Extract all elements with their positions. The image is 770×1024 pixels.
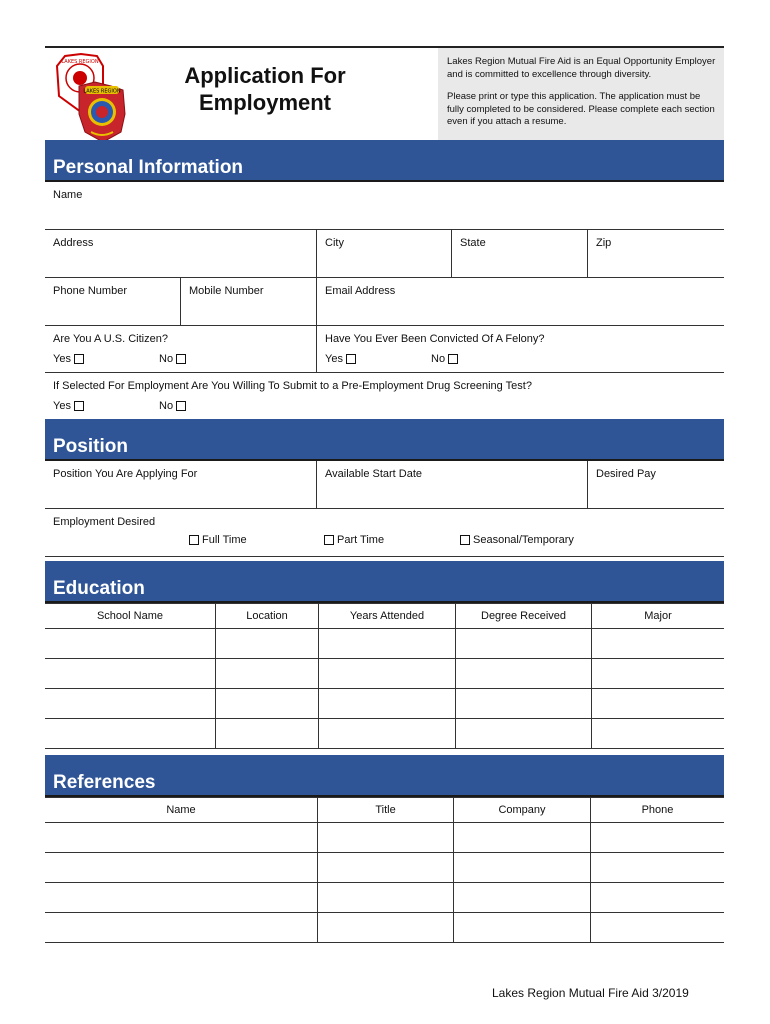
felony-label: Have You Ever Been Convicted Of A Felony? bbox=[325, 333, 545, 345]
city-label: City bbox=[325, 237, 344, 249]
felony-yes-checkbox[interactable] bbox=[346, 354, 356, 364]
no-label: No bbox=[159, 353, 174, 365]
employment-desired bbox=[45, 509, 724, 556]
citizen-no-checkbox[interactable] bbox=[176, 354, 186, 364]
eeo-notice bbox=[438, 48, 724, 140]
citizen-no-option[interactable] bbox=[159, 353, 265, 365]
education-table bbox=[45, 603, 724, 749]
employment-desired-label: Employment Desired bbox=[53, 516, 156, 528]
phone-label: Phone Number bbox=[53, 285, 127, 297]
table-cell[interactable] bbox=[45, 629, 216, 659]
drug-test-question bbox=[45, 373, 724, 419]
table-cell[interactable] bbox=[318, 883, 454, 913]
table-cell[interactable] bbox=[319, 629, 456, 659]
drug-yes-option[interactable] bbox=[53, 400, 159, 412]
page-title bbox=[165, 62, 365, 116]
city-field[interactable] bbox=[316, 230, 451, 277]
table-cell[interactable] bbox=[592, 689, 725, 719]
column-company: Company bbox=[454, 798, 591, 823]
table-cell[interactable] bbox=[45, 913, 318, 943]
table-header-row bbox=[45, 798, 724, 823]
column-school-name: School Name bbox=[45, 604, 216, 629]
position-row bbox=[45, 461, 724, 509]
column-years-attended: Years Attended bbox=[319, 604, 456, 629]
table-cell[interactable] bbox=[592, 719, 725, 749]
mobile-field[interactable] bbox=[180, 278, 316, 325]
table-cell[interactable] bbox=[216, 659, 319, 689]
seasonal-checkbox[interactable] bbox=[460, 535, 470, 545]
drug-test-label: If Selected For Employment Are You Willing To Submit to a Pre-Employment Drug Screening Test? bbox=[53, 380, 532, 392]
felony-yes-option[interactable] bbox=[325, 353, 431, 365]
phone-field[interactable] bbox=[45, 278, 180, 325]
section-education bbox=[45, 561, 724, 603]
table-cell[interactable] bbox=[591, 883, 725, 913]
zip-field[interactable] bbox=[587, 230, 724, 277]
column-title: Title bbox=[318, 798, 454, 823]
employment-desired-row bbox=[45, 509, 724, 557]
seasonal-option[interactable] bbox=[460, 534, 574, 546]
drug-no-checkbox[interactable] bbox=[176, 401, 186, 411]
table-cell[interactable] bbox=[456, 659, 592, 689]
red-patch-logo bbox=[79, 82, 125, 142]
table-row bbox=[45, 629, 724, 659]
section-heading: Personal Information bbox=[53, 157, 244, 178]
notice-equal-opportunity: Lakes Region Mutual Fire Aid is an Equal Opportunity Employer and is committed to excellence through diversity. bbox=[447, 56, 716, 80]
table-cell[interactable] bbox=[592, 659, 725, 689]
application-form bbox=[45, 46, 724, 943]
seasonal-label: Seasonal/Temporary bbox=[473, 534, 574, 546]
table-cell[interactable] bbox=[216, 719, 319, 749]
fire-aid-logos bbox=[51, 52, 131, 142]
address-label: Address bbox=[53, 237, 94, 249]
no-label: No bbox=[431, 353, 446, 365]
table-cell[interactable] bbox=[592, 629, 725, 659]
table-cell[interactable] bbox=[591, 823, 725, 853]
desired-pay-field[interactable] bbox=[587, 461, 724, 508]
section-heading: Position bbox=[53, 436, 128, 457]
no-label: No bbox=[159, 400, 174, 412]
table-cell[interactable] bbox=[591, 853, 725, 883]
table-row bbox=[45, 913, 724, 943]
felony-question bbox=[316, 326, 724, 372]
start-date-field[interactable] bbox=[316, 461, 587, 508]
address-row bbox=[45, 230, 724, 278]
table-row bbox=[45, 659, 724, 689]
drug-yes-checkbox[interactable] bbox=[74, 401, 84, 411]
desired-pay-label: Desired Pay bbox=[596, 468, 656, 480]
section-position bbox=[45, 419, 724, 461]
svg-text:LAKES REGION: LAKES REGION bbox=[61, 59, 99, 65]
table-cell[interactable] bbox=[45, 823, 318, 853]
column-major: Major bbox=[592, 604, 725, 629]
yes-label: Yes bbox=[53, 353, 71, 365]
table-row bbox=[45, 823, 724, 853]
table-cell[interactable] bbox=[318, 853, 454, 883]
state-field[interactable] bbox=[451, 230, 587, 277]
name-field[interactable] bbox=[45, 182, 724, 229]
table-cell[interactable] bbox=[454, 883, 591, 913]
state-label: State bbox=[460, 237, 486, 249]
full-time-option[interactable] bbox=[189, 534, 247, 546]
notice-instructions: Please print or type this application. The application must be fully completed to be considered. Please complete each section even if you attach a resume. bbox=[447, 91, 715, 127]
table-row bbox=[45, 883, 724, 913]
citizen-question bbox=[45, 326, 316, 372]
table-cell[interactable] bbox=[318, 823, 454, 853]
table-cell[interactable] bbox=[454, 823, 591, 853]
table-cell[interactable] bbox=[45, 689, 216, 719]
table-cell[interactable] bbox=[319, 689, 456, 719]
column-location: Location bbox=[216, 604, 319, 629]
table-cell[interactable] bbox=[319, 719, 456, 749]
part-time-option[interactable] bbox=[324, 534, 384, 546]
citizen-yes-option[interactable] bbox=[53, 353, 159, 365]
position-label: Position You Are Applying For bbox=[53, 468, 198, 480]
table-cell[interactable] bbox=[456, 689, 592, 719]
table-row bbox=[45, 689, 724, 719]
citizen-yes-checkbox[interactable] bbox=[74, 354, 84, 364]
table-cell[interactable] bbox=[45, 853, 318, 883]
table-cell[interactable] bbox=[319, 659, 456, 689]
name-row bbox=[45, 182, 724, 230]
drug-test-row bbox=[45, 373, 724, 419]
table-cell[interactable] bbox=[456, 629, 592, 659]
form-header bbox=[45, 46, 724, 140]
table-header-row bbox=[45, 604, 724, 629]
part-time-label: Part Time bbox=[337, 534, 385, 546]
start-date-label: Available Start Date bbox=[325, 468, 423, 480]
phone-row bbox=[45, 278, 724, 326]
column-name: Name bbox=[45, 798, 318, 823]
column-phone: Phone bbox=[591, 798, 725, 823]
table-cell[interactable] bbox=[318, 913, 454, 943]
part-time-checkbox[interactable] bbox=[324, 535, 334, 545]
table-cell[interactable] bbox=[456, 719, 592, 749]
table-cell[interactable] bbox=[454, 853, 591, 883]
title-line-2: Employment bbox=[198, 90, 332, 115]
footer-text: Lakes Region Mutual Fire Aid 3/2019 bbox=[492, 986, 689, 1000]
svg-text:LAKES REGION: LAKES REGION bbox=[83, 88, 121, 95]
section-personal-information bbox=[45, 140, 724, 182]
zip-label: Zip bbox=[596, 237, 612, 249]
citizen-label: Are You A U.S. Citizen? bbox=[53, 333, 168, 345]
email-field[interactable] bbox=[316, 278, 724, 325]
felony-no-checkbox[interactable] bbox=[448, 354, 458, 364]
table-row bbox=[45, 853, 724, 883]
citizen-felony-row bbox=[45, 326, 724, 373]
references-table bbox=[45, 797, 724, 943]
table-cell[interactable] bbox=[216, 629, 319, 659]
section-references bbox=[45, 755, 724, 797]
table-cell[interactable] bbox=[216, 689, 319, 719]
column-degree-received: Degree Received bbox=[456, 604, 592, 629]
table-cell[interactable] bbox=[45, 719, 216, 749]
section-heading: Education bbox=[53, 578, 145, 599]
address-field[interactable] bbox=[45, 230, 316, 277]
yes-label: Yes bbox=[325, 353, 343, 365]
table-cell[interactable] bbox=[454, 913, 591, 943]
name-label: Name bbox=[53, 189, 83, 201]
email-label: Email Address bbox=[325, 285, 396, 297]
table-cell[interactable] bbox=[591, 913, 725, 943]
table-cell[interactable] bbox=[45, 659, 216, 689]
title-line-1: Application For bbox=[184, 63, 346, 88]
table-row bbox=[45, 719, 724, 749]
table-cell[interactable] bbox=[45, 883, 318, 913]
full-time-checkbox[interactable] bbox=[189, 535, 199, 545]
mobile-label: Mobile Number bbox=[189, 285, 264, 297]
position-applying-field[interactable] bbox=[45, 461, 316, 508]
drug-no-option[interactable] bbox=[159, 400, 265, 412]
felony-no-option[interactable] bbox=[431, 353, 537, 365]
yes-label: Yes bbox=[53, 400, 71, 412]
full-time-label: Full Time bbox=[202, 534, 247, 546]
section-heading: References bbox=[53, 772, 156, 793]
